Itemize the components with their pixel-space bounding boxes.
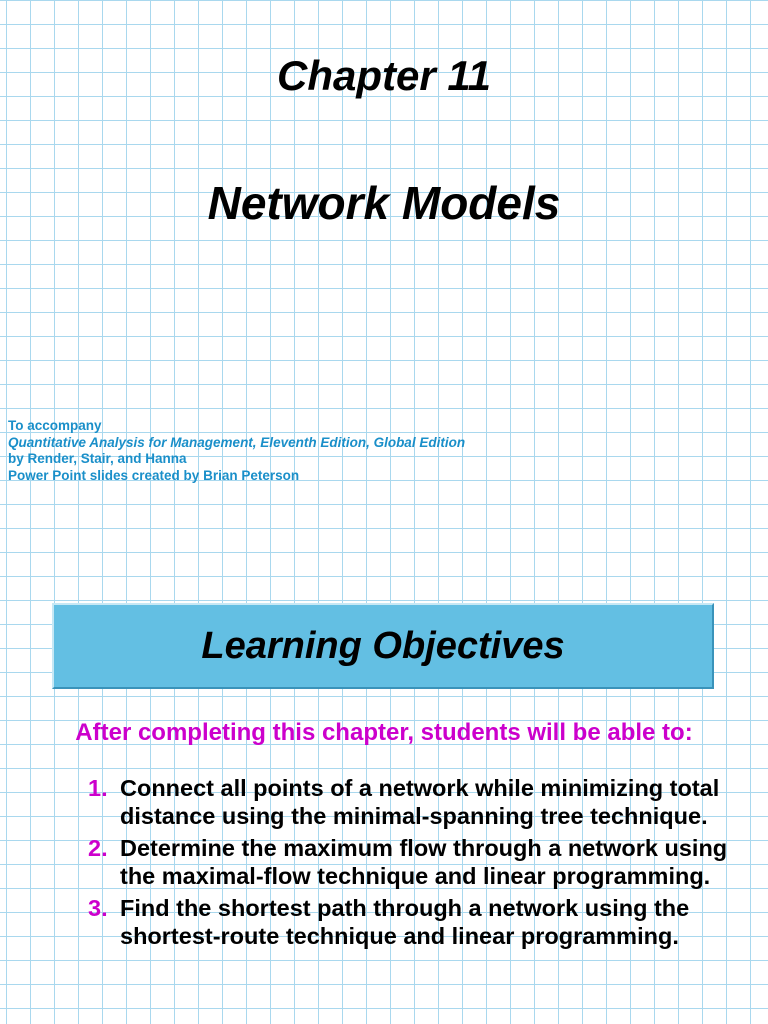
chapter-label: Chapter 11 <box>277 52 491 99</box>
objective-number: 3. <box>88 895 108 921</box>
objective-item <box>88 894 748 950</box>
objective-item <box>88 774 748 830</box>
objective-number: 2. <box>88 835 108 861</box>
objectives-intro: After completing this chapter, students will be able to: <box>75 719 693 746</box>
objective-item <box>88 834 748 890</box>
objective-text: Connect all points of a network while minimizing total distance using the minimal-spanning tree technique. <box>120 775 720 829</box>
page-title: Network Models <box>207 177 561 229</box>
objectives-heading-bar <box>52 603 714 689</box>
objective-number: 1. <box>88 775 108 801</box>
objectives-list <box>88 774 748 954</box>
credits-line-book-title: Quantitative Analysis for Management, Eleventh Edition, Global Edition <box>8 434 466 450</box>
objective-text: Find the shortest path through a network using the shortest-route technique and linear programming. <box>120 895 690 949</box>
credits-line-authors: by Render, Stair, and Hanna <box>8 451 187 466</box>
credits-line-accompany: To accompany <box>8 418 102 433</box>
credits-block <box>8 418 465 484</box>
objectives-heading: Learning Objectives <box>201 624 565 667</box>
credits-line-slides-author: Power Point slides created by Brian Peterson <box>8 467 300 483</box>
objective-text: Determine the maximum flow through a network using the maximal-flow technique and linear programming. <box>120 835 728 889</box>
